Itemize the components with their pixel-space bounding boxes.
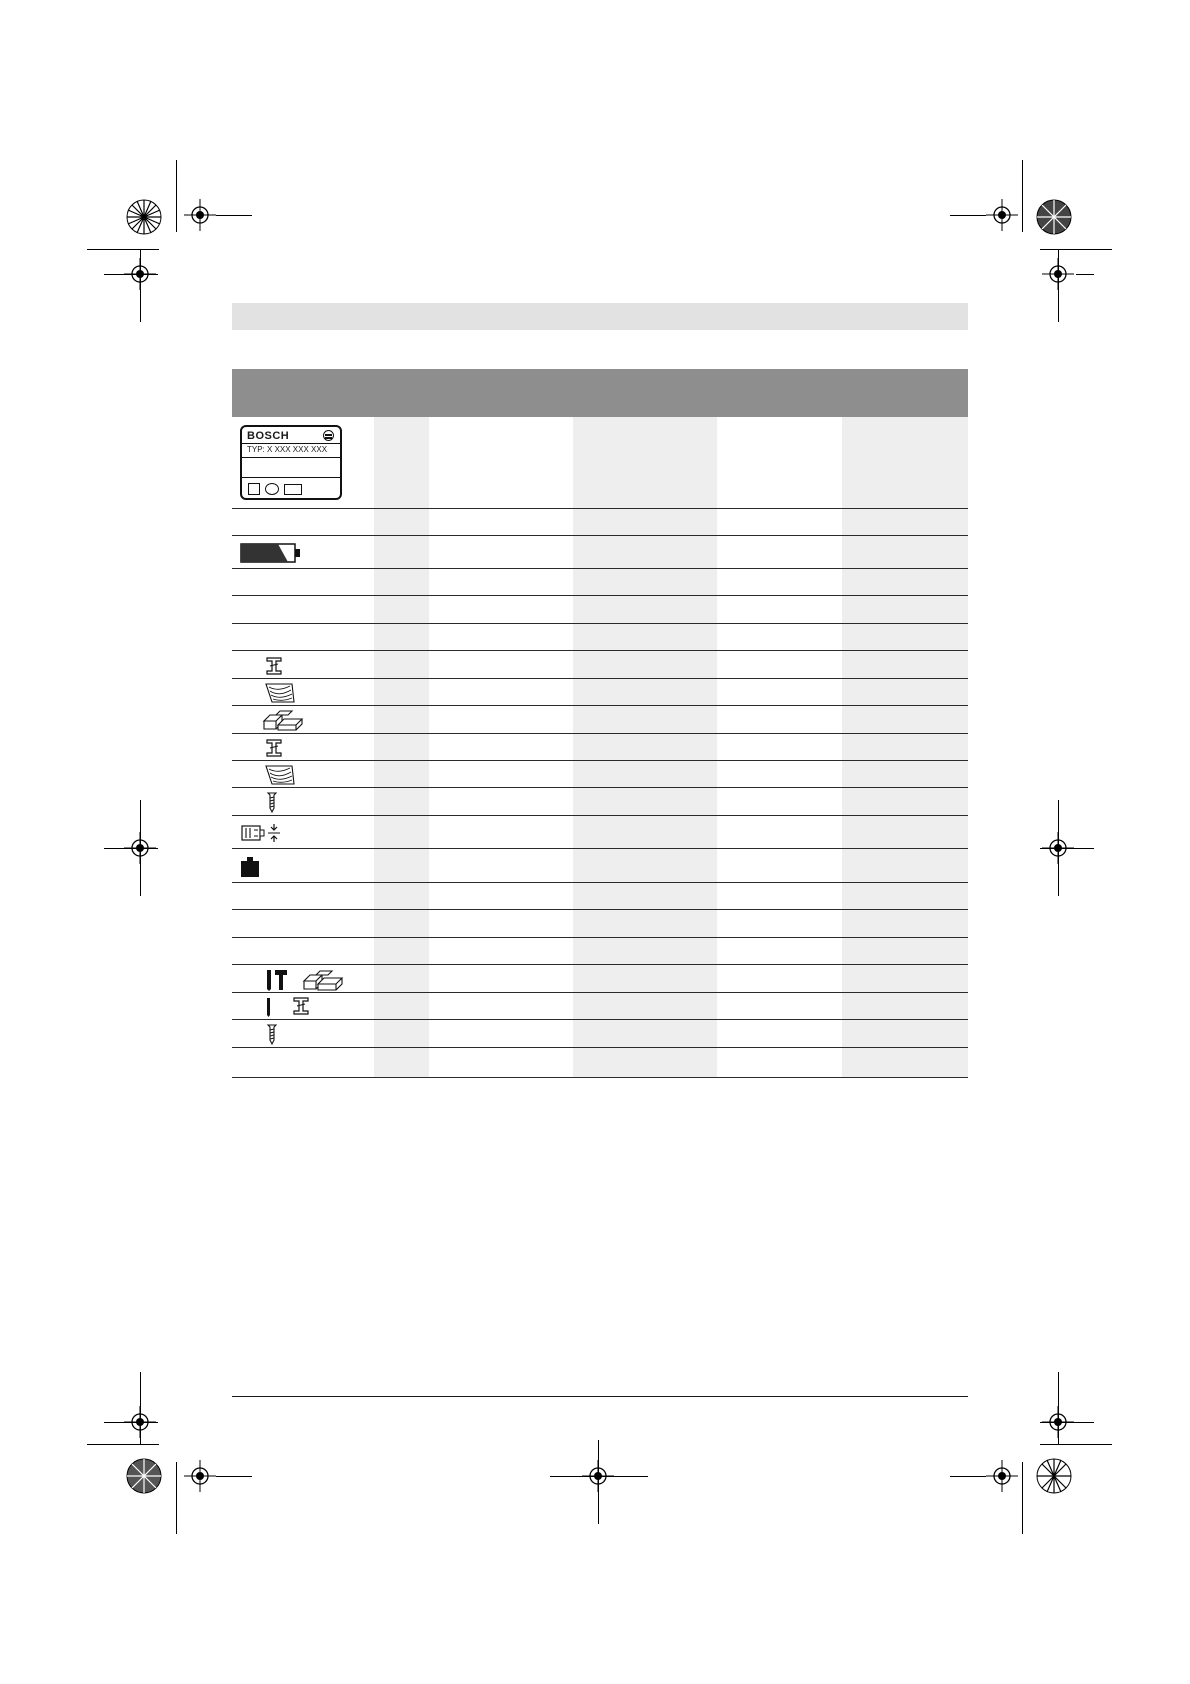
row-icon-cell — [232, 788, 374, 815]
screw-icon — [266, 791, 278, 813]
row-icon-cell — [232, 849, 374, 882]
registration-mark-icon — [986, 1460, 1018, 1492]
masonry-bricks-icon — [262, 709, 304, 731]
row-icon-cell — [232, 993, 374, 1019]
screw-icon — [266, 1023, 278, 1045]
table-row — [232, 993, 968, 1020]
registration-mark-icon — [1042, 1406, 1074, 1438]
bosch-logo-icon — [323, 430, 334, 441]
registration-mark-icon — [124, 1406, 156, 1438]
drill-hammer-masonry-icon — [264, 968, 346, 992]
table-row — [232, 1020, 968, 1048]
table-row — [232, 706, 968, 734]
battery-icon — [240, 543, 302, 563]
drill-steel-icon — [264, 996, 326, 1018]
rating-plate-brand: BOSCH — [247, 430, 290, 442]
wood-grain-icon — [264, 764, 296, 786]
row-icon-cell — [232, 761, 374, 787]
table-row — [232, 596, 968, 624]
row-icon-cell — [232, 651, 374, 678]
table-row — [232, 651, 968, 679]
rectangle-symbol-icon — [284, 484, 302, 495]
registration-mark-icon — [986, 199, 1018, 231]
crop-mark — [216, 1476, 252, 1477]
row-icon-cell — [232, 679, 374, 705]
square-symbol-icon — [248, 483, 260, 495]
row-icon-cell — [232, 734, 374, 760]
row-icon-cell — [232, 965, 374, 992]
circle-symbol-icon — [265, 483, 279, 495]
steel-beam-icon — [264, 656, 284, 676]
rating-plate-type: TYP: X XXX XXX XXX — [247, 445, 328, 454]
color-target-icon — [1036, 199, 1072, 235]
registration-mark-icon — [124, 832, 156, 864]
registration-mark-icon — [184, 199, 216, 231]
table-row — [232, 910, 968, 938]
table-row — [232, 761, 968, 788]
crop-mark — [176, 1462, 177, 1534]
crop-mark — [550, 1476, 648, 1477]
table-row — [232, 734, 968, 761]
row-icon-cell — [232, 816, 374, 848]
row-icon-cell — [232, 706, 374, 733]
crop-mark — [598, 1440, 599, 1524]
table-row — [232, 679, 968, 706]
crop-mark — [216, 215, 252, 216]
table-row — [232, 883, 968, 910]
divider — [242, 477, 340, 478]
table-row — [232, 417, 968, 509]
registration-mark-icon — [1042, 832, 1074, 864]
crop-mark — [87, 1444, 159, 1445]
crop-mark — [1022, 1462, 1023, 1534]
rating-plate-illustration — [240, 425, 342, 500]
crop-mark — [87, 249, 159, 250]
crop-mark — [104, 274, 158, 275]
table-row — [232, 569, 968, 596]
steel-beam-icon — [264, 738, 284, 758]
table-row — [232, 849, 968, 883]
crop-mark — [1076, 274, 1094, 275]
crop-mark — [950, 215, 986, 216]
registration-mark-icon — [184, 1460, 216, 1492]
row-icon-cell — [232, 1020, 374, 1047]
table-row — [232, 509, 968, 536]
footer-divider — [232, 1396, 968, 1397]
table-row — [232, 938, 968, 965]
table-row — [232, 965, 968, 993]
chuck-clamping-range-icon — [240, 822, 282, 844]
crop-mark — [1022, 160, 1023, 232]
table-row — [232, 624, 968, 651]
crop-mark — [1058, 250, 1059, 322]
table-row — [232, 536, 968, 569]
row-icon-cell — [232, 536, 374, 568]
wood-grain-icon — [264, 682, 296, 704]
crop-mark — [1040, 1444, 1112, 1445]
table-row — [232, 788, 968, 816]
divider — [242, 443, 340, 444]
crop-mark — [140, 250, 141, 322]
crop-mark — [176, 160, 177, 232]
table-row — [232, 816, 968, 849]
table-header — [232, 369, 968, 417]
divider — [242, 457, 340, 458]
color-target-icon — [126, 1458, 162, 1494]
table-row — [232, 1048, 968, 1078]
weight-icon — [240, 856, 260, 878]
page-header-band — [232, 303, 968, 330]
crop-mark — [1040, 249, 1112, 250]
color-target-icon — [1036, 1458, 1072, 1494]
crop-mark — [950, 1476, 986, 1477]
color-target-icon — [126, 199, 162, 235]
